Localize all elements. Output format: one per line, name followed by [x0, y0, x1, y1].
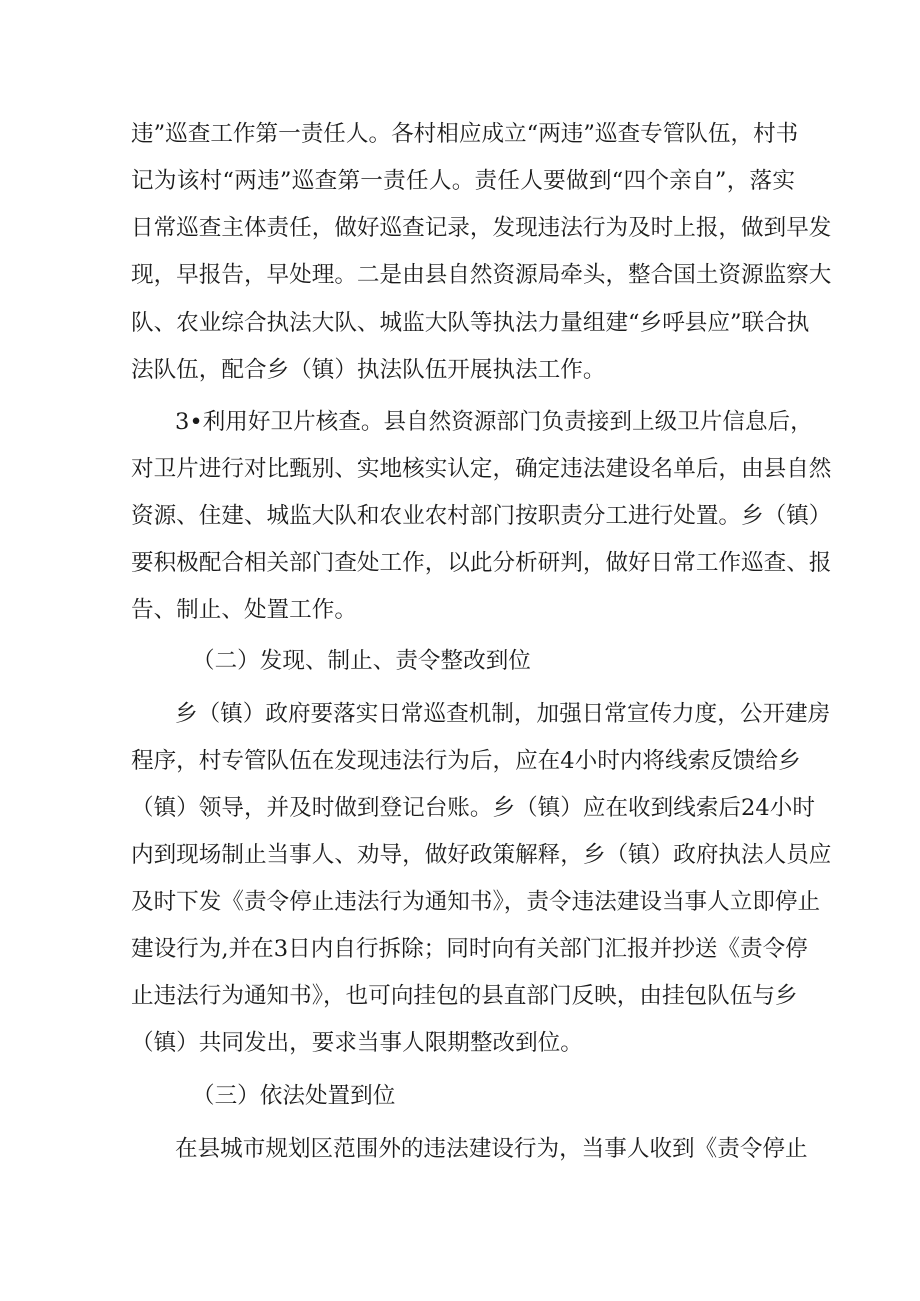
text-line: 记为该村“两违”巡查第一责任人。责任人要做到“四个亲自”，落实: [131, 168, 795, 194]
text-line: 对卫片进行对比甄别、实地核实认定，确定违法建设名单后，由县自然: [131, 456, 832, 482]
text-line: 日常巡查主体责任，做好巡查记录，发现违法行为及时上报，做到早发: [131, 215, 832, 241]
text-line: 乡（镇）政府要落实日常巡查机制，加强日常宣传力度，公开建房: [175, 701, 831, 727]
text-line: （镇）领导，并及时做到登记台账。乡（镇）应在收到线索后24小时: [131, 795, 815, 821]
section-heading: （二）发现、制止、责令整改到位: [192, 648, 531, 674]
text-line: 法队伍，配合乡（镇）执法队伍开展执法工作。: [131, 357, 606, 383]
text-line: 资源、住建、城监大队和农业农村部门按职责分工进行处置。乡（镇）: [131, 503, 832, 529]
text-line: 内到现场制止当事人、劝导，做好政策解释，乡（镇）政府执法人员应: [131, 842, 832, 868]
text-line: 在县城市规划区范围外的违法建设行为，当事人收到《责令停止: [175, 1136, 808, 1162]
text-line: 程序，村专管队伍在发现违法行为后，应在4小时内将线索反馈给乡: [131, 748, 801, 774]
text-line: 队、农业综合执法大队、城监大队等执法力量组建“乡呼县应”联合执: [131, 310, 810, 336]
text-line: 及时下发《责令停止违法行为通知书》，责令违法建设当事人立即停止: [131, 889, 821, 915]
text-line: （镇）共同发出，要求当事人限期整改到位。: [131, 1030, 583, 1056]
text-line: 违”巡查工作第一责任人。各村相应成立“两违”巡查专管队伍，村书: [131, 121, 799, 147]
text-line: 现，早报告，早处理。二是由县自然资源局牵头，整合国土资源监察大: [131, 262, 832, 288]
text-line: 建设行为,并在3日内自行拆除；同时向有关部门汇报并抄送《责令停: [131, 936, 808, 962]
text-line: 3•利用好卫片核查。县自然资源部门负责接到上级卫片信息后，: [175, 409, 813, 435]
text-line: 止违法行为通知书》，也可向挂包的县直部门反映，由挂包队伍与乡: [131, 983, 798, 1009]
text-line: 要积极配合相关部门查处工作，以此分析研判，做好日常工作巡查、报: [131, 550, 832, 576]
section-heading: （三）依法处置到位: [192, 1083, 396, 1109]
text-line: 告、制止、处置工作。: [131, 597, 357, 623]
